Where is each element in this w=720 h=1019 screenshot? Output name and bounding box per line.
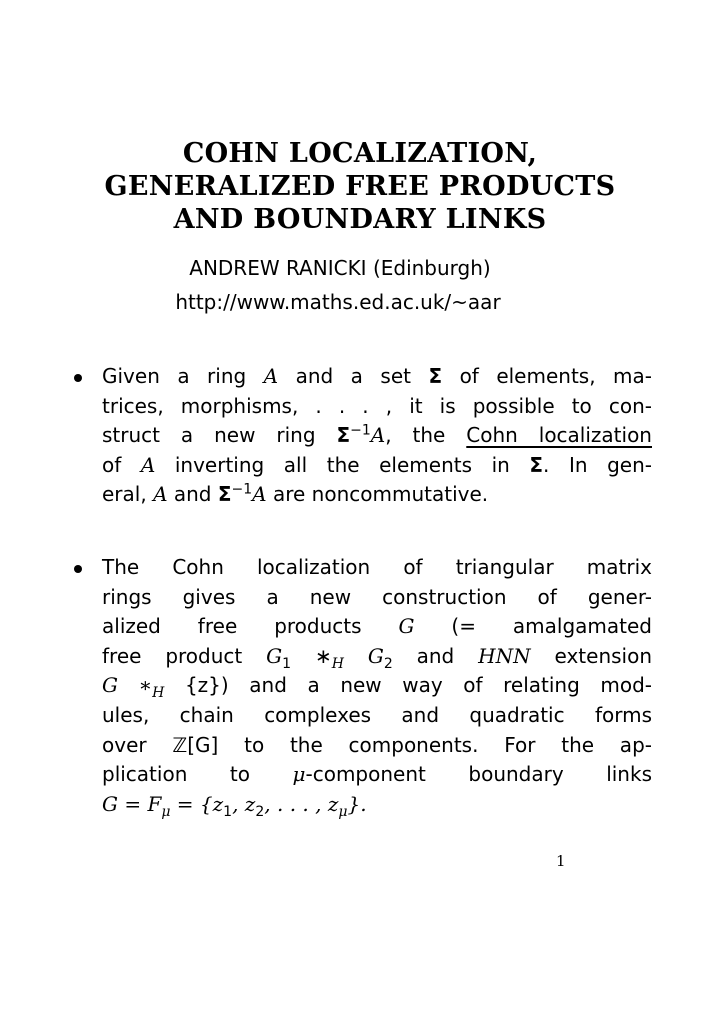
bullet-item-1: Given a ring A and a set Σ of elements, ma- trices, morphisms, . . . , it is possible to con- struct a new ring $\Sigma^{-1}A$, the Cohn localization of A inverting all the elements in Σ. In gen- eral, A and $\Sigma^{-1}A$ are noncommutative.: [70, 362, 652, 510]
title-line-2: GENERALIZED FREE PRODUCTS: [104, 171, 616, 202]
bullet-dot-icon: [74, 565, 82, 573]
title-line-3: AND BOUNDARY LINKS: [173, 204, 547, 235]
page-number: 1: [556, 852, 566, 870]
author: ANDREW RANICKI (Edinburgh): [189, 256, 491, 280]
bullet-list: [70, 362, 652, 819]
author-url[interactable]: http://www.maths.ed.ac.uk/~aar: [175, 290, 501, 314]
title-line-1: COHN LOCALIZATION,: [182, 138, 538, 169]
cohn-localization-term: Cohn localization: [466, 423, 652, 448]
bullet-dot-icon: [74, 374, 82, 382]
bullet-item-2: The Cohn localization of triangular matrix rings gives a new construction of gener- alized free products G (= amalgamated free product $G_1$ $∗_H$ $G_2$ and HNN extension G $∗_H$ {z}) and a new way of relating mod- ules, chain complexes and quadratic forms over ℤ[G] to the components. For the ap- plication to μ-component boundary links $G = F_\mu = \{z_1$, $z_2$, . . . , $z_\mu$}.: [70, 553, 652, 819]
paper-title: [0, 137, 720, 236]
